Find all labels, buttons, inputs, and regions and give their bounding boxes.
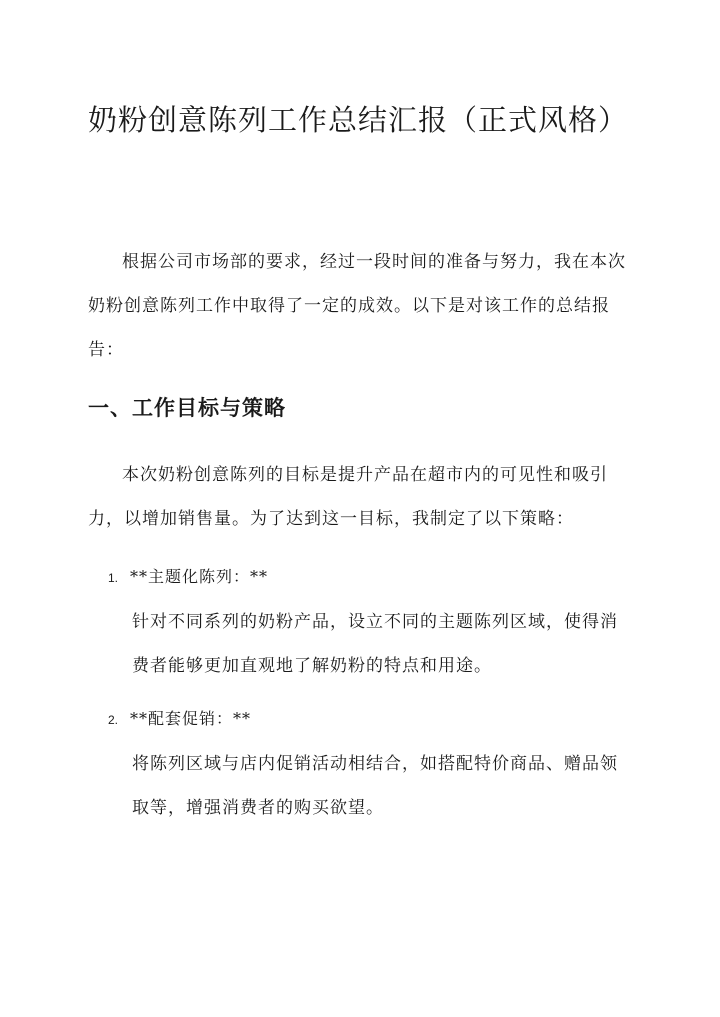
list-item: [108, 702, 628, 830]
section-paragraph: 本次奶粉创意陈列的目标是提升产品在超市内的可见性和吸引力，以增加销售量。为了达到这一目标，我制定了以下策略：: [88, 465, 608, 529]
list-item: [108, 560, 628, 688]
list-item-title: **配套促销：**: [130, 709, 252, 728]
list-item-body: 针对不同系列的奶粉产品，设立不同的主题陈列区域，使得消费者能够更加直观地了解奶粉的特点和用途。: [132, 612, 618, 676]
list-item-header: [108, 560, 628, 594]
list-item-number: 1.: [108, 571, 119, 585]
list-item-number: 2.: [108, 713, 119, 727]
list-item-header: [108, 702, 628, 736]
document-title: 奶粉创意陈列工作总结汇报（正式风格）: [88, 103, 629, 137]
section-heading: 一、工作目标与策略: [88, 395, 286, 420]
list-item-body: 将陈列区域与店内促销活动相结合，如搭配特价商品、赠品领取等，增强消费者的购买欲望。: [132, 754, 618, 818]
list-item-title: **主题化陈列：**: [130, 567, 269, 586]
intro-paragraph: 根据公司市场部的要求，经过一段时间的准备与努力，我在本次奶粉创意陈列工作中取得了一定的成效。以下是对该工作的总结报告：: [88, 252, 626, 360]
